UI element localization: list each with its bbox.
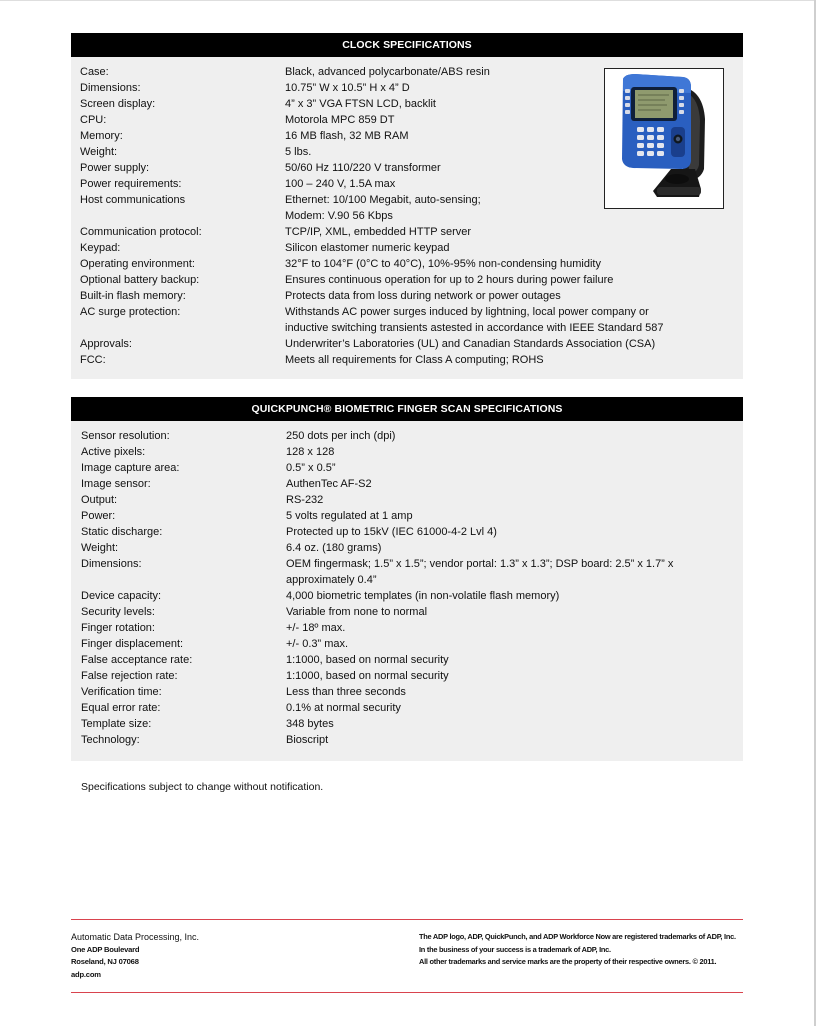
spec-label: Dimensions: [80,82,141,94]
spec-value: TCP/IP, XML, embedded HTTP server [285,226,472,238]
spec-row [71,256,743,272]
spec-value: AuthenTec AF-S2 [286,478,372,490]
spec-label: Weight: [80,146,118,158]
spec-value: Protected up to 15kV (IEC 61000-4-2 Lvl 4) [286,526,497,538]
spec-label: Device capacity: [81,590,162,602]
spec-value: Silicon elastomer numeric keypad [285,242,450,254]
spec-row [71,556,743,588]
spec-label: Security levels: [81,606,155,618]
spec-row [71,540,743,556]
spec-value: 1:1000, based on normal security [286,654,449,666]
spec-row [71,288,743,304]
trademark-line-3: All other trademarks and service marks are the property of their respective owners. © 2011. [419,957,717,966]
quickpunch-specifications-section [71,397,743,761]
spec-value: Meets all requirements for Class A computing; ROHS [285,354,544,366]
spec-row [71,444,743,460]
spec-label: Technology: [81,734,140,746]
website-link[interactable]: adp.com [71,969,101,979]
spec-label: Memory: [80,130,123,142]
spec-value: Modem: V.90 56 Kbps [285,210,393,222]
spec-row [71,304,743,336]
time-clock-device-image [604,68,724,209]
spec-label: Operating environment: [80,258,195,270]
trademark-line-1: The ADP logo, ADP, QuickPunch, and ADP Workforce Now are registered trademarks of ADP, Inc. [419,932,736,941]
spec-label: Keypad: [80,242,121,254]
spec-row [71,240,743,256]
spec-label: Image capture area: [81,462,180,474]
spec-row [71,492,743,508]
clock-specifications-body [71,57,743,379]
spec-row [71,508,743,524]
spec-value: +/- 18º max. [286,622,346,634]
spec-value: 4” x 3” VGA FTSN LCD, backlit [285,98,436,110]
spec-label: False acceptance rate: [81,654,193,666]
spec-value: 250 dots per inch (dpi) [286,430,396,442]
footer-top-rule [71,919,743,920]
spec-value: 32°F to 104°F (0°C to 40°C), 10%-95% non-condensing humidity [285,258,601,270]
spec-row [71,524,743,540]
spec-value: 1:1000, based on normal security [286,670,449,682]
spec-label: Equal error rate: [81,702,161,714]
spec-row [71,460,743,476]
spec-value: OEM fingermask; 1.5” x 1.5”; vendor portal: 1.3” x 1.3”; DSP board: 2.5” x 1.7” x approximately 0.4” [286,558,674,586]
clock-specifications-header: CLOCK SPECIFICATIONS [71,33,743,57]
spec-row [71,208,743,224]
spec-row [71,636,743,652]
spec-row [71,732,743,748]
quickpunch-specifications-body [71,421,743,761]
company-name: Automatic Data Processing, Inc. [71,932,200,942]
spec-label: Optional battery backup: [80,274,200,286]
spec-label: Static discharge: [81,526,163,538]
specifications-note: Specifications subject to change without notification. [81,781,324,793]
spec-label: Built-in flash memory: [80,290,186,302]
spec-row [71,588,743,604]
spec-value: +/- 0.3” max. [286,638,349,650]
spec-value: Variable from none to normal [286,606,428,618]
spec-label: Power supply: [80,162,150,174]
spec-row [71,604,743,620]
spec-label: CPU: [80,114,107,126]
trademark-line-2: In the business of your success is a trademark of ADP, Inc. [419,944,611,954]
spec-value: 100 – 240 V, 1.5A max [285,178,396,190]
spec-label: Finger displacement: [81,638,184,650]
spec-value: 348 bytes [286,718,334,730]
spec-row [71,272,743,288]
spec-label: Verification time: [81,686,162,698]
spec-label: Screen display: [80,98,156,110]
quickpunch-specifications-header: QUICKPUNCH® BIOMETRIC FINGER SCAN SPECIFICATIONS [71,397,743,421]
spec-value: 5 volts regulated at 1 amp [286,510,413,522]
spec-label: Active pixels: [81,446,146,458]
spec-label: Template size: [81,718,152,730]
spec-value: Less than three seconds [286,686,406,698]
spec-label: Approvals: [80,338,132,350]
spec-row [71,336,743,352]
spec-value: 5 lbs. [285,146,312,158]
quickpunch-spec-list [71,428,743,748]
spec-value: 4,000 biometric templates (in non-volatile flash memory) [286,590,560,602]
spec-value: Protects data from loss during network or power outages [285,290,561,302]
spec-label: Host communications [80,194,186,206]
spec-value: Motorola MPC 859 DT [285,114,395,126]
address-line-1: One ADP Boulevard [71,944,140,954]
spec-row [71,476,743,492]
spec-label: Power: [81,510,116,522]
spec-label: Finger rotation: [81,622,155,634]
spec-label: Dimensions: [81,558,142,570]
spec-row [71,700,743,716]
spec-label: Output: [81,494,118,506]
spec-value: Ethernet: 10/100 Megabit, auto-sensing; [285,194,481,206]
spec-row [71,668,743,684]
spec-row [71,352,743,368]
spec-label: FCC: [80,354,106,366]
company-address-block [71,931,199,981]
time-clock-device-illustration [605,69,722,207]
spec-label: Sensor resolution: [81,430,170,442]
clock-specifications-section [71,33,743,379]
spec-label: AC surge protection: [80,306,181,318]
spec-row [71,620,743,636]
spec-value: 0.1% at normal security [286,702,401,714]
spec-value: 16 MB flash, 32 MB RAM [285,130,409,142]
spec-value: Bioscript [286,734,329,746]
footer-bottom-rule [71,992,743,993]
spec-label: Image sensor: [81,478,151,490]
spec-row [71,684,743,700]
page-edge-top [0,0,816,1]
spec-label: Weight: [81,542,119,554]
spec-label [71,208,285,224]
spec-value: Black, advanced polycarbonate/ABS resin [285,66,490,78]
spec-value: 128 x 128 [286,446,335,458]
spec-row [71,224,743,240]
spec-value: 50/60 Hz 110/220 V transformer [285,162,441,174]
trademark-notice [419,931,741,969]
spec-label: False rejection rate: [81,670,178,682]
spec-label: Case: [80,66,109,78]
spec-row [71,652,743,668]
spec-label: Communication protocol: [80,226,202,238]
spec-value: RS-232 [286,494,324,506]
spec-value: Underwriter’s Laboratories (UL) and Canadian Standards Association (CSA) [285,338,656,350]
spec-row [71,428,743,444]
spec-value: 6.4 oz. (180 grams) [286,542,382,554]
spec-value: Withstands AC power surges induced by lightning, local power company or inductive switching transients astested in accordance with IEEE Standard 587 [285,306,664,334]
address-line-2: Roseland, NJ 07068 [71,957,139,966]
spec-value: 0.5” x 0.5” [286,462,336,474]
spec-value: Ensures continuous operation for up to 2 hours during power failure [285,274,614,286]
spec-label: Power requirements: [80,178,182,190]
spec-value: 10.75” W x 10.5” H x 4” D [285,82,410,94]
spec-row [71,716,743,732]
